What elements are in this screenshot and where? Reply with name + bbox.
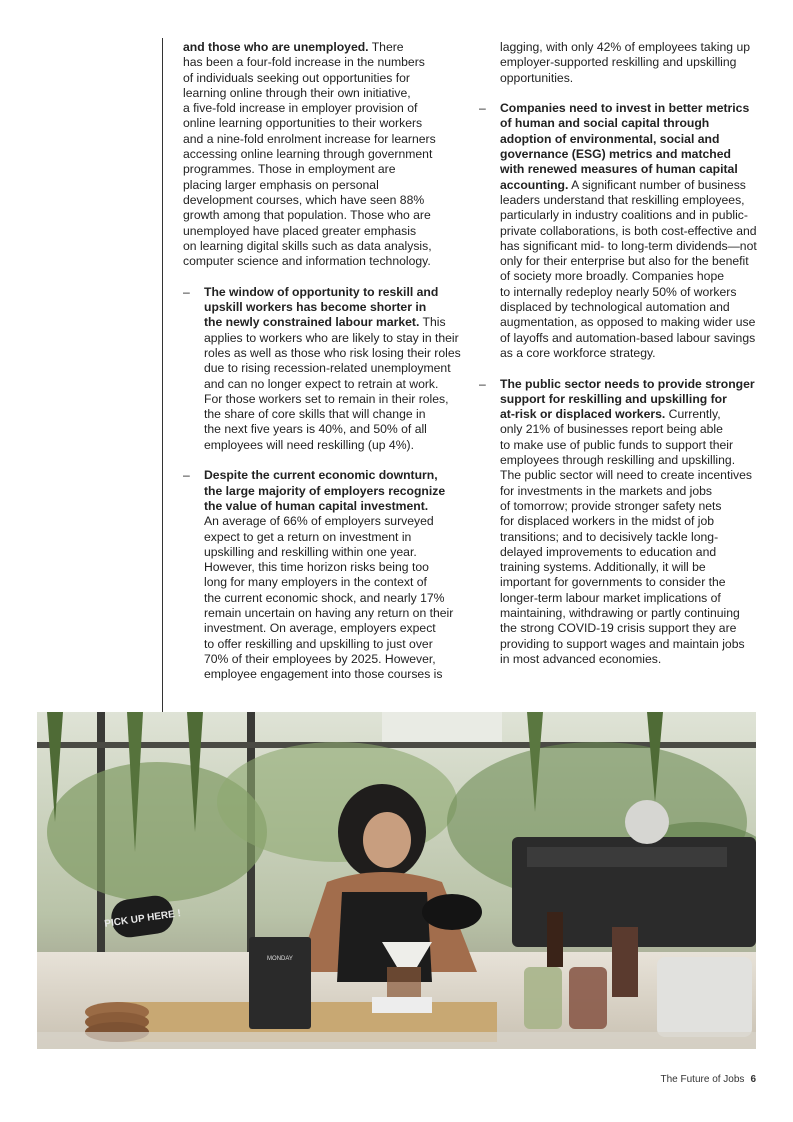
left-column (183, 40, 473, 698)
cafe-barista-photo (37, 712, 756, 1049)
page-number: 6 (750, 1074, 756, 1085)
bullet-dash: – (183, 468, 190, 483)
continuation-paragraph: lagging, with only 42% of employees taking up employer-supported reskilling and upskilling opportunities. (500, 40, 750, 85)
svg-text:PICK UP HERE !: PICK UP HERE ! (103, 908, 182, 930)
page-footer (661, 1074, 757, 1085)
bullet-esg-metrics: – Companies need to invest in better metrics of human and social capital through adoption of environmental, social and governance (ESG) metrics and matched with renewed measures of human capital accounting. A significant number of business leaders understand that reskilling employees, particularly in industry coalitions and in public- private collaborations, is both cost-effective and has significant mid- to long-term dividends—not only for their enterprise but also for the benefit of society more broadly. Companies hope to internally redeploy nearly 50% of workers displaced by technological automation and augmentation, as opposed to making wider use of layoffs and automation-based labour savings as a core workforce strategy. (479, 101, 757, 360)
bullet-human-capital: – Despite the current economic downturn, the large majority of employers recognize the value of human capital investment. An average of 66% of employers surveyed expect to get a return on investment in upskilling and reskilling within one year. However, this time horizon risks being too long for many employers in the context of the current economic shock, and nearly 17% remain uncertain on having any return on their investment. On average, employers expect to offer reskilling and upskilling to just over 70% of their employees by 2025. However, employee engagement into those courses is (183, 468, 454, 682)
bag-label: MONDAY (267, 956, 293, 962)
bullet-dash: – (479, 376, 486, 391)
intro-paragraph: and those who are unemployed. There has been a four-fold increase in the numbers of individuals seeking out opportunities for learning online through their own initiative, a five-fold increase in employer provision of online learning opportunities to their workers and a nine-fold enrolment increase for learners accessing online learning through government programmes. Those in employment are placing larger emphasis on personal development courses, which have seen 88% growth among that population. Those who are unemployed have placed greater emphasis on learning digital skills such as data analysis, computer science and information technology. (183, 40, 436, 269)
right-column (479, 40, 769, 682)
intro-lead: and those who are unemployed. (183, 40, 369, 54)
bullet-reskill-window: – The window of opportunity to reskill and upskill workers has become shorter in the newly constrained labour market. This applies to workers who are likely to stay in their roles as well as those who risk losing their roles due to rising recession-related unemployment and can no longer expect to retrain at work. For those workers set to remain in their roles, the share of core skills that will change in the next five years is 40%, and 50% of all employees will need reskilling (up 4%). (183, 284, 461, 452)
bullet-dash: – (183, 284, 190, 299)
photo-illustration (37, 712, 756, 1049)
vertical-rule (162, 38, 163, 712)
coffee-bag (249, 937, 311, 1029)
bullet-public-sector: – The public sector needs to provide stronger support for reskilling and upskilling for at-risk or displaced workers. Currently, only 21% of businesses report being able to make use of public funds to support their employees through reskilling and upskilling. The public sector will need to create incentives for investments in the markets and jobs of tomorrow; provide stronger safety nets for displaced workers in the midst of job transitions; and to decisively tackle long- delayed improvements to education and training systems. Additionally, it will be important for governments to consider the longer-term labour market implications of maintaining, withdrawing or partly continuing the strong COVID-19 crisis support they are providing to support wages and maintain jobs in most advanced economies. (479, 376, 755, 666)
bullet-dash: – (479, 101, 486, 116)
footer-title: The Future of Jobs (660, 1074, 745, 1085)
